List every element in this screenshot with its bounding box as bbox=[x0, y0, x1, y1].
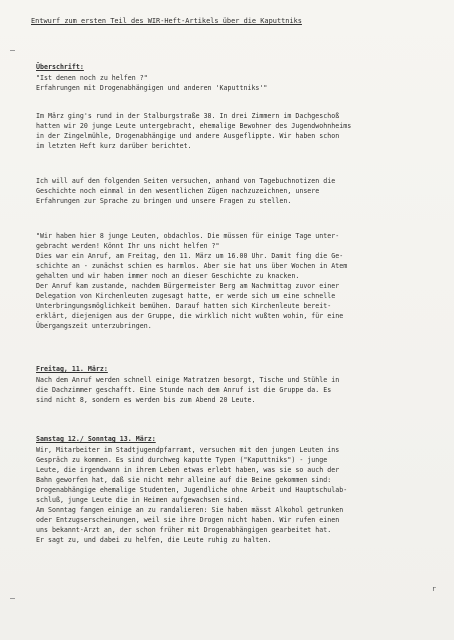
text-line: Ich will auf den folgenden Seiten versuchen, anhand von Tagebuchnotizen die bbox=[36, 177, 336, 185]
text-line: Nach dem Anruf werden schnell einige Matratzen besorgt, Tische und Stühle in bbox=[36, 376, 340, 384]
headline-line-1: "Ist denen noch zu helfen ?" bbox=[36, 74, 148, 82]
punch-mark bbox=[10, 50, 15, 51]
text-line: Leute, die irgendwann in ihrem Leben etwas erlebt haben, was sie so auch der bbox=[36, 466, 340, 474]
section-heading-friday: Freitag, 11. März: bbox=[36, 365, 108, 373]
text-line: oder Entzugserscheinungen, weil sie ihre Drogen nicht haben. Wir rufen einen bbox=[36, 516, 340, 524]
text-line: Er sagt zu, und dabei zu helfen, die Leute ruhig zu halten. bbox=[36, 536, 272, 544]
text-line: schichte an - zunächst schien es harmlos. Aber sie hat uns über Wochen in Atem bbox=[36, 262, 348, 270]
text-line: Bahn geworfen hat, daß sie nicht mehr alleine auf die Beine gekommen sind: bbox=[36, 476, 332, 484]
text-line: Wir, Mitarbeiter im Stadtjugendpfarramt, versuchen mit den jungen Leuten ins bbox=[36, 446, 340, 454]
text-line: sind nicht 8, sondern es werden bis zum Abend 20 Leute. bbox=[36, 396, 256, 404]
text-line: Unterbringungsmöglichkeit bemühen. Darauf hatten sich Kirchenleute bereit- bbox=[36, 302, 332, 310]
text-line: uns bekannt-Arzt an, der schon früher mit Drogenabhängigen gearbeitet hat. bbox=[36, 526, 332, 534]
text-line: gebracht werden! Könnt Ihr uns nicht helfen ?" bbox=[36, 242, 220, 250]
text-line: Geschichte noch einmal in den wesentlichen Zügen nachzuzeichnen, unsere bbox=[36, 187, 320, 195]
text-line: Übergangszeit unterzubringen. bbox=[36, 322, 152, 330]
text-line: im letzten Heft kurz darüber berichtet. bbox=[36, 142, 192, 150]
text-line: die Dachzimmer geschafft. Eine Stunde nach dem Anruf ist die Gruppe da. Es bbox=[36, 386, 332, 394]
text-line: Erfahrungen zur Sprache zu bringen und unsere Fragen zu stellen. bbox=[36, 197, 292, 205]
text-line: Der Anruf kam zustande, nachdem Bürgermeister Berg am Nachmittag zuvor einer bbox=[36, 282, 340, 290]
punch-mark bbox=[10, 598, 15, 599]
section-heading-weekend: Samstag 12./ Sonntag 13. März: bbox=[36, 435, 156, 443]
text-line: Gespräch zu kommen. Es sind durchweg kaputte Typen ("Kaputtniks") - junge bbox=[36, 456, 328, 464]
headline-label: Überschrift: bbox=[36, 63, 84, 71]
text-line: Delegation von Kirchenleuten zugesagt hatte, er werde sich um eine schnelle bbox=[36, 292, 336, 300]
document-title: Entwurf zum ersten Teil des WIR-Heft-Artikels über die Kaputtniks bbox=[31, 17, 302, 25]
margin-mark: r bbox=[431, 585, 436, 593]
text-line: schluß, junge Leute die in Heimen aufgewachsen sind. bbox=[36, 496, 244, 504]
text-line: Dies war ein Anruf, am Freitag, den 11. März um 16.00 Uhr. Damit fing die Ge- bbox=[36, 252, 344, 260]
headline-line-2: Erfahrungen mit Drogenabhängigen und anderen 'Kaputtniks'" bbox=[36, 84, 268, 92]
text-line: hatten wir 20 junge Leute untergebracht, ehemalige Bewohner des Jugendwohnheims bbox=[36, 122, 352, 130]
text-line: "Wir haben hier 8 junge Leuten, obdachlos. Die müssen für einige Tage unter- bbox=[36, 232, 340, 240]
text-line: erklärt, diejenigen aus der Gruppe, die wirklich nicht wußten wohin, für eine bbox=[36, 312, 344, 320]
text-line: Im März ging's rund in der Stalburgstraße 38. In drei Zimmern im Dachgeschoß bbox=[36, 112, 340, 120]
text-line: Am Sonntag fangen einige an zu randalieren: Sie haben mässt Alkohol getrunken bbox=[36, 506, 344, 514]
text-line: gehalten und wir haben immer noch an dieser Geschichte zu knacken. bbox=[36, 272, 300, 280]
text-line: in der Zingelmühle, Drogenabhängige und andere Ausgeflippte. Wir haben schon bbox=[36, 132, 340, 140]
text-line: Drogenabhängige ehemalige Studenten, Jugendliche ohne Arbeit und Hauptschulab- bbox=[36, 486, 348, 494]
